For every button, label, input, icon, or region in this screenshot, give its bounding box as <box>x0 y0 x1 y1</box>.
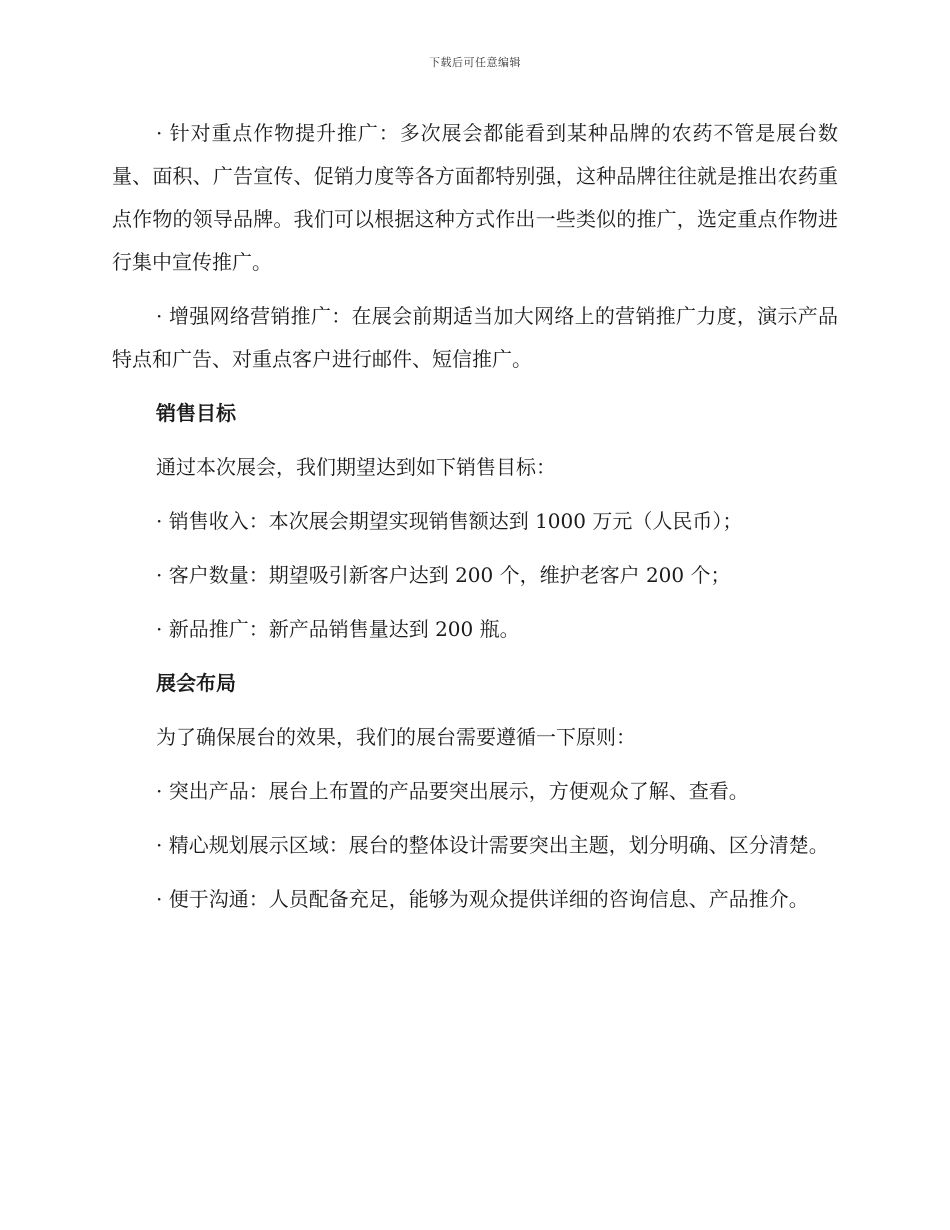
paragraph-online-marketing: · 增强网络营销推广：在展会前期适当加大网络上的营销推广力度，演示产品特点和广告、对重点客户进行邮件、短信推广。 <box>112 304 838 371</box>
paragraph-new-product: · 新品推广：新产品销售量达到 200 瓶。 <box>156 617 520 641</box>
paragraph-crop-promotion: · 针对重点作物提升推广：多次展会都能看到某种品牌的农药不管是展台数量、面积、广告宣传、促销力度等各方面都特别强，这种品牌往往就是推出农药重点作物的领导品牌。我们可以根据这种方式作出一些类似的推广，选定重点作物进行集中宣传推广。 <box>112 121 838 274</box>
heading-booth-layout: 展会布局 <box>156 671 236 695</box>
paragraph-sales-intro: 通过本次展会，我们期望达到如下销售目标： <box>156 455 556 479</box>
paragraph-plan-areas: · 精心规划展示区域：展台的整体设计需要突出主题，划分明确、区分清楚。 <box>156 833 829 857</box>
paragraph-sales-revenue: · 销售收入：本次展会期望实现销售额达到 1000 万元（人民币）； <box>156 509 743 533</box>
heading-sales-goals: 销售目标 <box>156 401 236 425</box>
page-header: 下载后可任意编辑 <box>429 56 521 69</box>
document-body <box>112 112 838 932</box>
paragraph-customer-count: · 客户数量：期望吸引新客户达到 200 个，维护老客户 200 个； <box>156 563 731 587</box>
paragraph-highlight-products: · 突出产品：展台上布置的产品要突出展示，方便观众了解、查看。 <box>156 779 749 803</box>
paragraph-layout-intro: 为了确保展台的效果，我们的展台需要遵循一下原则： <box>156 725 636 749</box>
paragraph-communication: · 便于沟通：人员配备充足，能够为观众提供详细的咨询信息、产品推介。 <box>156 887 809 911</box>
